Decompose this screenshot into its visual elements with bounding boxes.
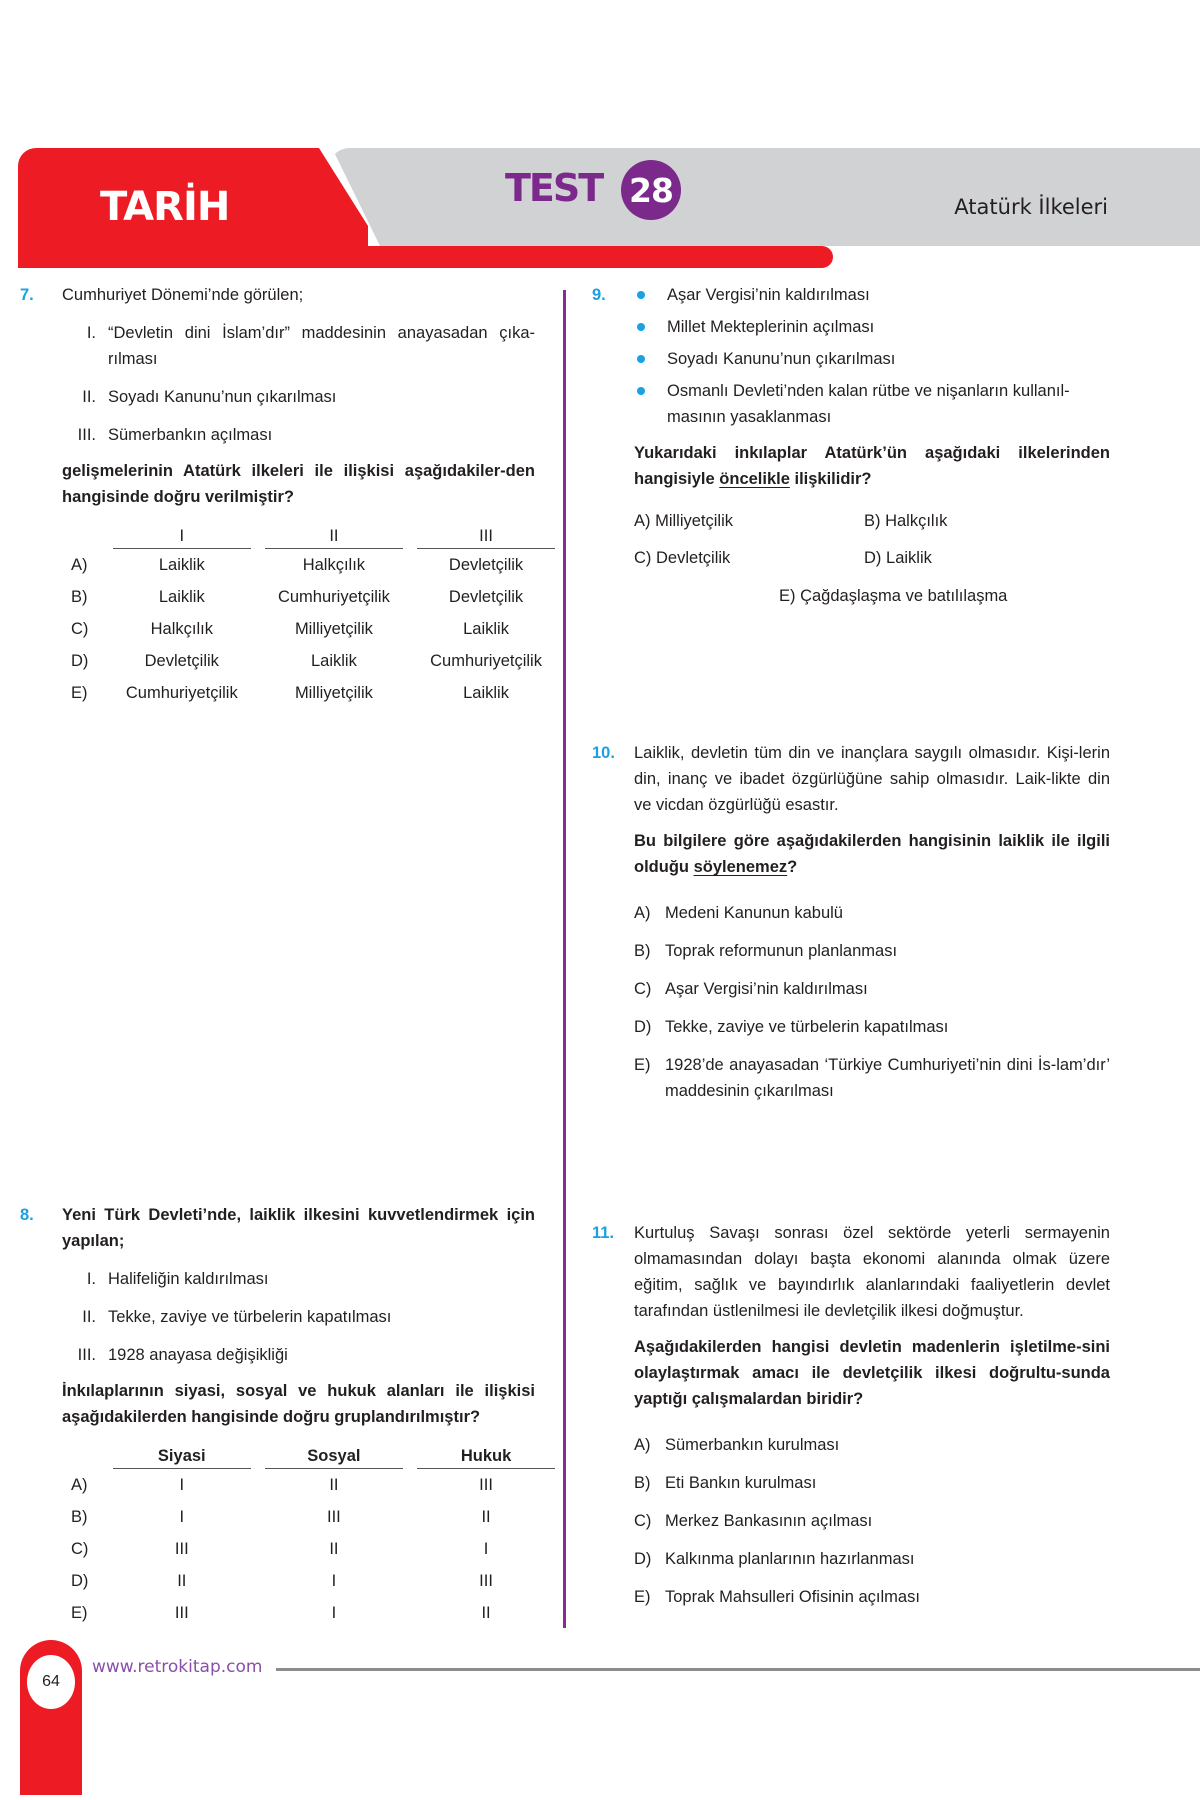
answer-options bbox=[634, 508, 1110, 618]
statement-item: I. “Devletin dini İslam’dır” maddesinin anayasadan çıka-rılması bbox=[86, 324, 535, 368]
answer-option-a[interactable]: A) Milliyetçilik bbox=[634, 512, 734, 530]
bullet-icon bbox=[637, 387, 645, 395]
answer-option-a[interactable]: A) Sümerbankın kurulması bbox=[634, 1436, 840, 1454]
statement-item: III. 1928 anayasa değişikliği bbox=[77, 1346, 288, 1364]
answer-option-d[interactable]: D) Devletçilik Laiklik Cumhuriyetçilik bbox=[71, 651, 542, 670]
answer-option-d[interactable]: D) Laiklik bbox=[864, 549, 932, 567]
question-11 bbox=[592, 1220, 1110, 1610]
publisher-url-link[interactable]: www.retrokitap.com bbox=[92, 1657, 263, 1677]
answer-option-b[interactable]: B) Halkçılık bbox=[864, 512, 948, 530]
bullet-item: Aşar Vergisi’nin kaldırılması bbox=[634, 282, 1110, 308]
question-number: 11. bbox=[592, 1224, 615, 1242]
bullet-item: Osmanlı Devleti’nden kalan rütbe ve nişanların kullanıl-masının yasaklanması bbox=[634, 378, 1110, 430]
page-number: 64 bbox=[27, 1655, 75, 1709]
question-number: 10. bbox=[592, 744, 615, 762]
answer-option-c[interactable]: C) Devletçilik bbox=[634, 549, 731, 567]
answer-option-d[interactable]: D) Kalkınma planlarının hazırlanması bbox=[634, 1550, 915, 1568]
statement-item: II. Soyadı Kanunu’nun çıkarılması bbox=[82, 388, 337, 406]
footer-rule bbox=[276, 1668, 1200, 1671]
answer-option-a[interactable]: A) Medeni Kanunun kabulü bbox=[634, 904, 843, 922]
answer-options bbox=[634, 900, 1110, 1104]
question-number: 7. bbox=[20, 286, 34, 304]
header-red-bar bbox=[18, 246, 833, 268]
question-intro: Cumhuriyet Dönemi’nde görülen; bbox=[62, 286, 304, 304]
answer-option-e[interactable]: E) III I II bbox=[71, 1603, 491, 1622]
question-prompt: Yukarıdaki inkılaplar Atatürk’ün aşağıdaki ilkelerinden hangisiyle öncelikle ilişkilidir? bbox=[634, 444, 1110, 488]
answer-option-c[interactable]: C) III II I bbox=[71, 1539, 489, 1558]
answer-option-b[interactable]: B) I III II bbox=[71, 1507, 491, 1526]
answer-option-b[interactable]: B) Laiklik Cumhuriyetçilik Devletçilik bbox=[71, 587, 524, 606]
bullet-item: Soyadı Kanunu’nun çıkarılması bbox=[634, 346, 1110, 372]
question-10 bbox=[592, 740, 1110, 1104]
topic-title: Atatürk İlkeleri bbox=[954, 195, 1108, 219]
answer-options bbox=[634, 1432, 1110, 1610]
answer-option-d[interactable]: D) Tekke, zaviye ve türbelerin kapatılması bbox=[634, 1018, 949, 1036]
answer-option-c[interactable]: C) Aşar Vergisi’nin kaldırılması bbox=[634, 980, 868, 998]
question-prompt: İnkılaplarının siyasi, sosyal ve hukuk alanları ile ilişkisi aşağıdakilerden hangisinde doğru gruplandırılmıştır? bbox=[62, 1382, 535, 1426]
answer-option-e[interactable]: E) 1928’de anayasadan ‘Türkiye Cumhuriyeti’nin dini İs-lam’dır’ maddesinin çıkarılması bbox=[634, 1056, 1110, 1100]
answer-option-d[interactable]: D) II I III bbox=[71, 1571, 493, 1590]
answer-option-e[interactable]: E) Cumhuriyetçilik Milliyetçilik Laiklik bbox=[71, 683, 509, 702]
bullet-item: Millet Mekteplerinin açılması bbox=[634, 314, 1110, 340]
answer-option-b[interactable]: B) Toprak reformunun planlanması bbox=[634, 942, 898, 960]
statement-item: I. Halifeliğin kaldırılması bbox=[86, 1270, 269, 1288]
question-intro: Yeni Türk Devleti’nde, laiklik ilkesini kuvvetlendirmek için yapılan; bbox=[62, 1206, 535, 1250]
test-number-badge: 28 bbox=[621, 160, 681, 220]
bullet-icon bbox=[637, 291, 645, 299]
question-prompt: Aşağıdakilerden hangisi devletin madenlerin işletilme-sini olaylaştırmak amacı ile devletçilik ilkesi doğrultu-sunda yaptığı çalışmalardan biridir? bbox=[634, 1338, 1110, 1408]
answer-option-c[interactable]: C) Merkez Bankasının açılması bbox=[634, 1512, 873, 1530]
answer-option-e[interactable]: E) Çağdaşlaşma ve batılılaşma bbox=[779, 587, 1008, 605]
statement-item: II. Tekke, zaviye ve türbelerin kapatılması bbox=[82, 1308, 392, 1326]
column-divider bbox=[563, 290, 566, 1628]
question-prompt: Bu bilgilere göre aşağıdakilerden hangisinin laiklik ile ilgili olduğu söylenemez? bbox=[634, 832, 1110, 876]
bullet-icon bbox=[637, 355, 645, 363]
answer-table: I II III A) Laiklik Halkçılık Devletçilik B) Laiklik Cumhuriyetçilik Devletçilik C) Halkçılık Milliyetçilik Laiklik D) Devletçilik Laiklik Cumhuriyetçilik E) Cumhuriyetçilik Milliyetçilik Laiklik bbox=[70, 518, 555, 709]
statement-item: III. Sümerbankın açılması bbox=[77, 426, 273, 444]
answer-table: Siyasi Sosyal Hukuk A) I II III B) I III II C) III II I D) II I III E) III I II bbox=[70, 1438, 555, 1629]
question-stem: Kurtuluş Savaşı sonrası özel sektörde yeterli sermayenin olmamasından dolayı başta ekonomi alanında olmak üzere eğitim, sağlık ve bayındırlık alanlarındaki faaliyetlerin devlet tarafından üstlenilmesi ile devletçilik ilkesi doğmuştur. bbox=[634, 1224, 1110, 1320]
answer-option-c[interactable]: C) Halkçılık Milliyetçilik Laiklik bbox=[71, 619, 509, 638]
question-7 bbox=[20, 282, 542, 709]
question-number: 8. bbox=[20, 1206, 34, 1224]
question-9 bbox=[592, 282, 1110, 618]
answer-option-a[interactable]: A) Laiklik Halkçılık Devletçilik bbox=[71, 555, 524, 574]
subject-title: TARİH bbox=[100, 184, 230, 230]
test-label: TEST bbox=[505, 166, 603, 210]
answer-option-e[interactable]: E) Toprak Mahsulleri Ofisinin açılması bbox=[634, 1588, 920, 1606]
question-prompt: gelişmelerinin Atatürk ilkeleri ile ilişkisi aşağıdakiler-den hangisinde doğru verilmiştir? bbox=[62, 462, 535, 506]
question-number: 9. bbox=[592, 286, 606, 304]
bullet-icon bbox=[637, 323, 645, 331]
question-stem: Laiklik, devletin tüm din ve inançlara saygılı olmasıdır. Kişi-lerin din, inanç ve ibadet özgürlüğüne sahip olmasıdır. Laik-likte din ve vicdan özgürlüğü esastır. bbox=[634, 744, 1110, 814]
answer-option-b[interactable]: B) Eti Bankın kurulması bbox=[634, 1474, 817, 1492]
answer-option-a[interactable]: A) I II III bbox=[71, 1475, 493, 1494]
question-8 bbox=[20, 1202, 535, 1629]
